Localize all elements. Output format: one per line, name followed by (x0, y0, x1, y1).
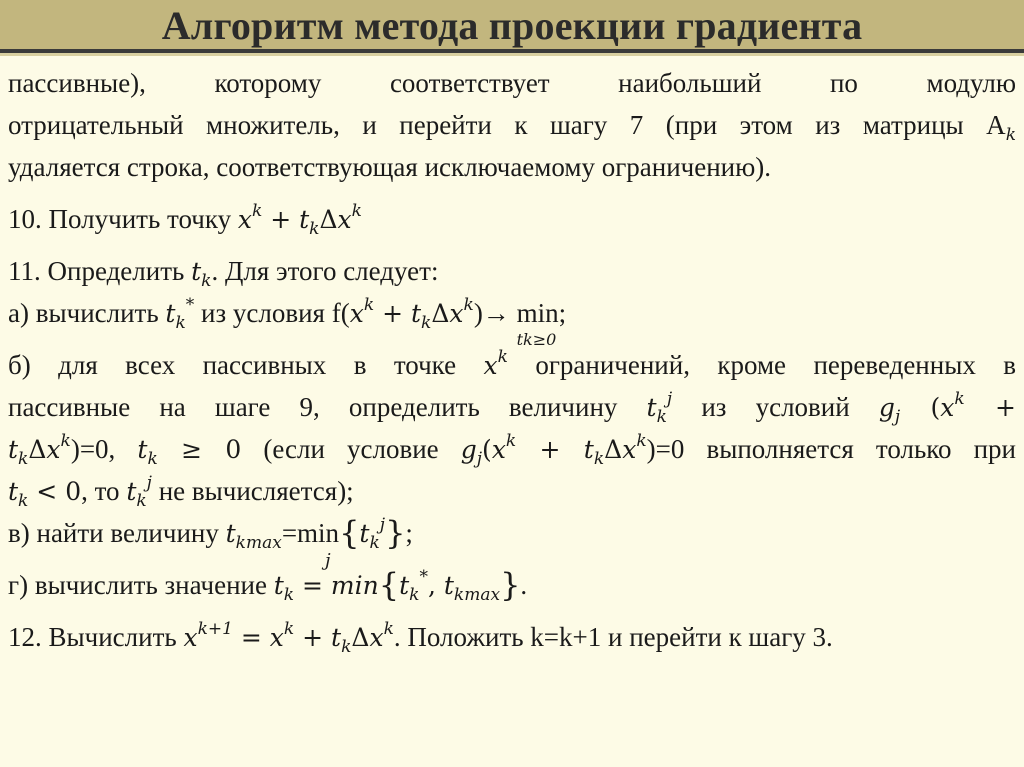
step11-g: г) вычислить значение $t_k = \min\{t_k^*$, $t_{kmax}$}. (8, 566, 528, 605)
step9-line2: отрицательный множитель, и перейти к шагу 7 (при этом из матрицы $A_k$ (8, 110, 1016, 145)
step11-b-line3: $t_k\Delta x^k)=0$, $t_k \ge 0$ (если условие $g_j(x^k + t_k\Delta x^k)=0$ выполняется только при (8, 431, 1017, 469)
step10: 10. Получить точку $x^k + t_k\Delta x^k$ (8, 201, 362, 239)
step11-a: а) вычислить $t_k^*$ из условия $f(x^k + t_k\Delta x^k)\to \min$ tk≥0 ; (8, 292, 1016, 334)
step11-b-line4: $t_k < 0$, то $t_k^j$ не вычисляется); (8, 473, 354, 511)
title-bar (0, 0, 1024, 49)
step9-line3: удаляется строка, соответствующая исключаемому ограничению). (8, 152, 772, 182)
step11-heading: 11. Определить $t_k$. Для этого следует: (8, 256, 439, 291)
step12: 12. Вычислить $x^{k+1} = x^k + t_k\Delta x^k$. Положить k=k+1 и перейти к шагу 3. (8, 619, 833, 657)
slide-title: Алгоритм метода проекции градиента (161, 3, 863, 48)
step9-line1: пассивные), которому соответствует наибольший по модулю (8, 68, 1016, 98)
step11-b-line1: б) для всех пассивных в точке $x^k$ ограничений, кроме переведенных в (8, 347, 1016, 380)
min-operator: min tk≥0 (516, 298, 559, 349)
slide-body (8, 62, 1016, 658)
min-j-operator: min j (297, 518, 340, 571)
title-divider-light (0, 53, 1024, 56)
step11-b-line2: пассивные на шаге 9, определить величину $t_k^j$ из условий $g_j$ ($x^k$ + (8, 389, 1016, 427)
step11-v: в) найти величину $t_{kmax}=\min$ j $\{t_k^j\}$; (8, 514, 413, 571)
